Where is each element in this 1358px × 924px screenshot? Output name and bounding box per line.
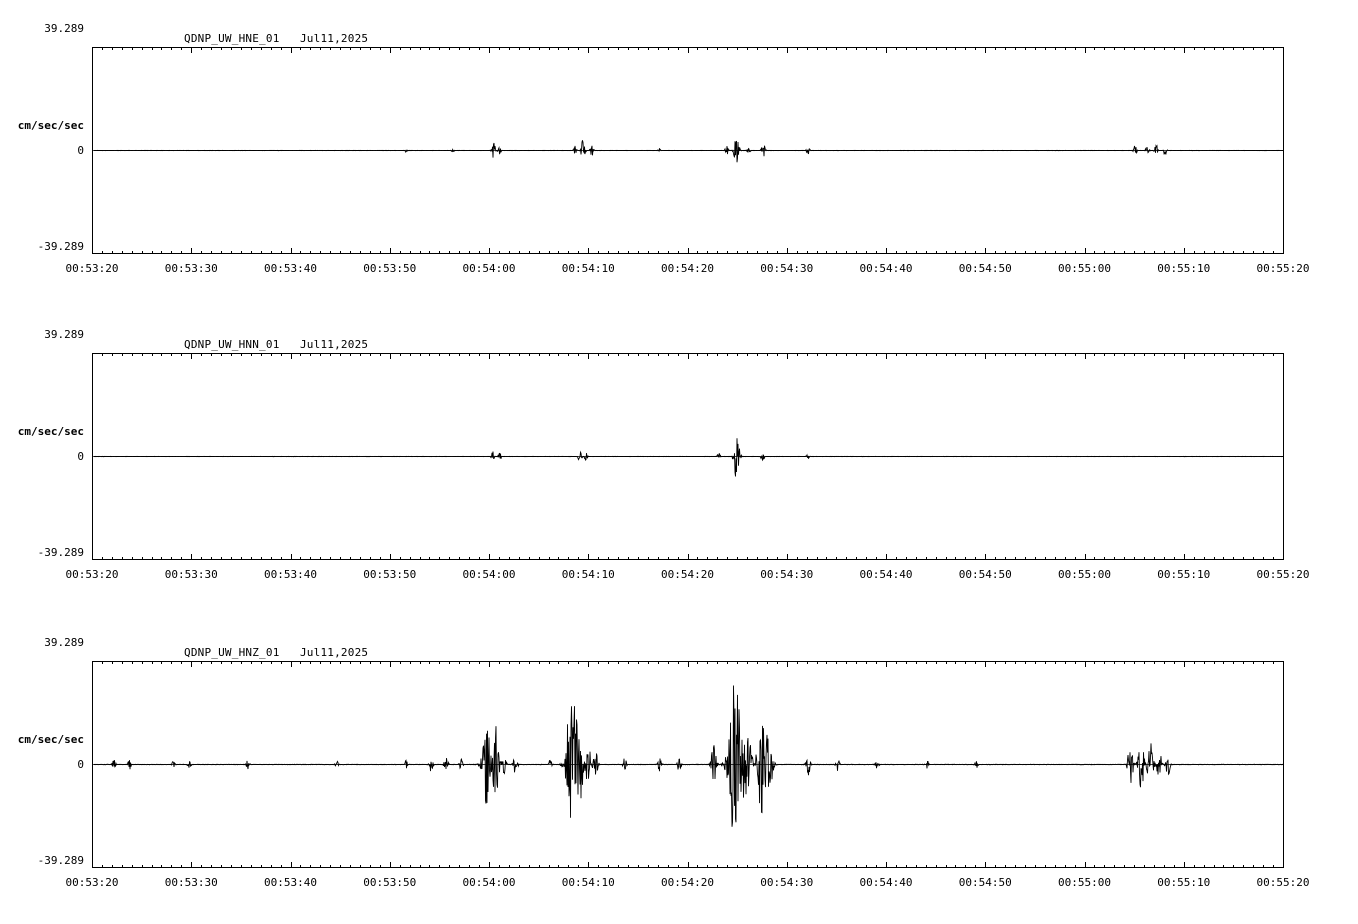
x-axis-labels-hne: [0, 262, 1358, 276]
y-min-label-hnz: -39.289: [37, 854, 84, 867]
plot-area-hnn: [92, 353, 1284, 560]
x-tick-label: 00:53:30: [164, 568, 218, 581]
x-tick-label: 00:54:20: [661, 876, 714, 889]
y-max-label-hnn: 39.289: [44, 328, 84, 341]
x-tick-label: 00:53:20: [65, 876, 119, 889]
x-tick-label: 00:54:30: [760, 876, 814, 889]
x-tick-label: 00:53:40: [264, 876, 317, 889]
x-tick-label: 00:54:00: [462, 876, 516, 889]
x-tick-label: 00:53:50: [363, 568, 417, 581]
x-tick-label: 00:54:20: [661, 262, 714, 275]
x-tick-label: 00:54:10: [561, 568, 615, 581]
x-tick-label: 00:54:10: [561, 262, 615, 275]
x-tick-label: 00:55:00: [1058, 262, 1111, 275]
x-tick-label: 00:53:30: [164, 262, 218, 275]
y-max-label-hnz: 39.289: [44, 636, 84, 649]
x-tick-label: 00:54:50: [958, 876, 1012, 889]
x-tick-label: 00:53:40: [264, 568, 317, 581]
x-axis-labels-hnn: [0, 568, 1358, 582]
x-tick-label: 00:55:10: [1157, 876, 1211, 889]
plot-frame-hne: [92, 47, 1284, 254]
x-tick-label: 00:54:20: [661, 568, 714, 581]
x-tick-label: 00:55:10: [1157, 262, 1211, 275]
units-label-hnn: cm/sec/sec: [17, 425, 84, 438]
units-label-hne: cm/sec/sec: [17, 119, 84, 132]
units-label-hnz: cm/sec/sec: [17, 733, 84, 746]
y-zero-label-hnz: 0: [77, 758, 84, 771]
x-tick-label: 00:55:20: [1256, 568, 1310, 581]
plot-area-hne: [92, 47, 1284, 254]
x-tick-label: 00:53:20: [65, 568, 119, 581]
x-tick-label: 00:54:40: [859, 262, 913, 275]
plot-frame-hnn: [92, 353, 1284, 560]
x-tick-label: 00:54:10: [561, 876, 615, 889]
panel-title-hnz: QDNP_UW_HNZ_01 Jul11,2025: [184, 646, 369, 659]
x-tick-label: 00:53:20: [65, 262, 119, 275]
y-zero-label-hne: 0: [77, 144, 84, 157]
trace-panel-hnn: [0, 306, 1358, 596]
x-axis-labels-hnz: [0, 876, 1358, 890]
x-tick-label: 00:53:50: [363, 262, 417, 275]
x-tick-label: 00:54:40: [859, 568, 913, 581]
x-tick-label: 00:55:10: [1157, 568, 1211, 581]
x-tick-label: 00:54:50: [958, 262, 1012, 275]
y-min-label-hnn: -39.289: [37, 546, 84, 559]
x-tick-label: 00:54:40: [859, 876, 913, 889]
x-tick-label: 00:55:00: [1058, 568, 1111, 581]
x-tick-label: 00:54:50: [958, 568, 1012, 581]
y-zero-label-hnn: 0: [77, 450, 84, 463]
x-tick-label: 00:54:30: [760, 262, 814, 275]
x-tick-label: 00:54:00: [462, 262, 516, 275]
x-tick-label: 00:53:30: [164, 876, 218, 889]
x-tick-label: 00:53:50: [363, 876, 417, 889]
trace-panel-hnz: [0, 614, 1358, 914]
x-tick-label: 00:54:00: [462, 568, 516, 581]
x-tick-label: 00:55:20: [1256, 876, 1310, 889]
panel-title-hnn: QDNP_UW_HNN_01 Jul11,2025: [184, 338, 369, 351]
x-tick-label: 00:53:40: [264, 262, 317, 275]
plot-frame-hnz: [92, 661, 1284, 868]
x-tick-label: 00:55:20: [1256, 262, 1310, 275]
trace-panel-hne: [0, 0, 1358, 290]
x-tick-label: 00:55:00: [1058, 876, 1111, 889]
y-max-label-hne: 39.289: [44, 22, 84, 35]
plot-area-hnz: [92, 661, 1284, 868]
panel-title-hne: QDNP_UW_HNE_01 Jul11,2025: [184, 32, 369, 45]
y-min-label-hne: -39.289: [37, 240, 84, 253]
x-tick-label: 00:54:30: [760, 568, 814, 581]
